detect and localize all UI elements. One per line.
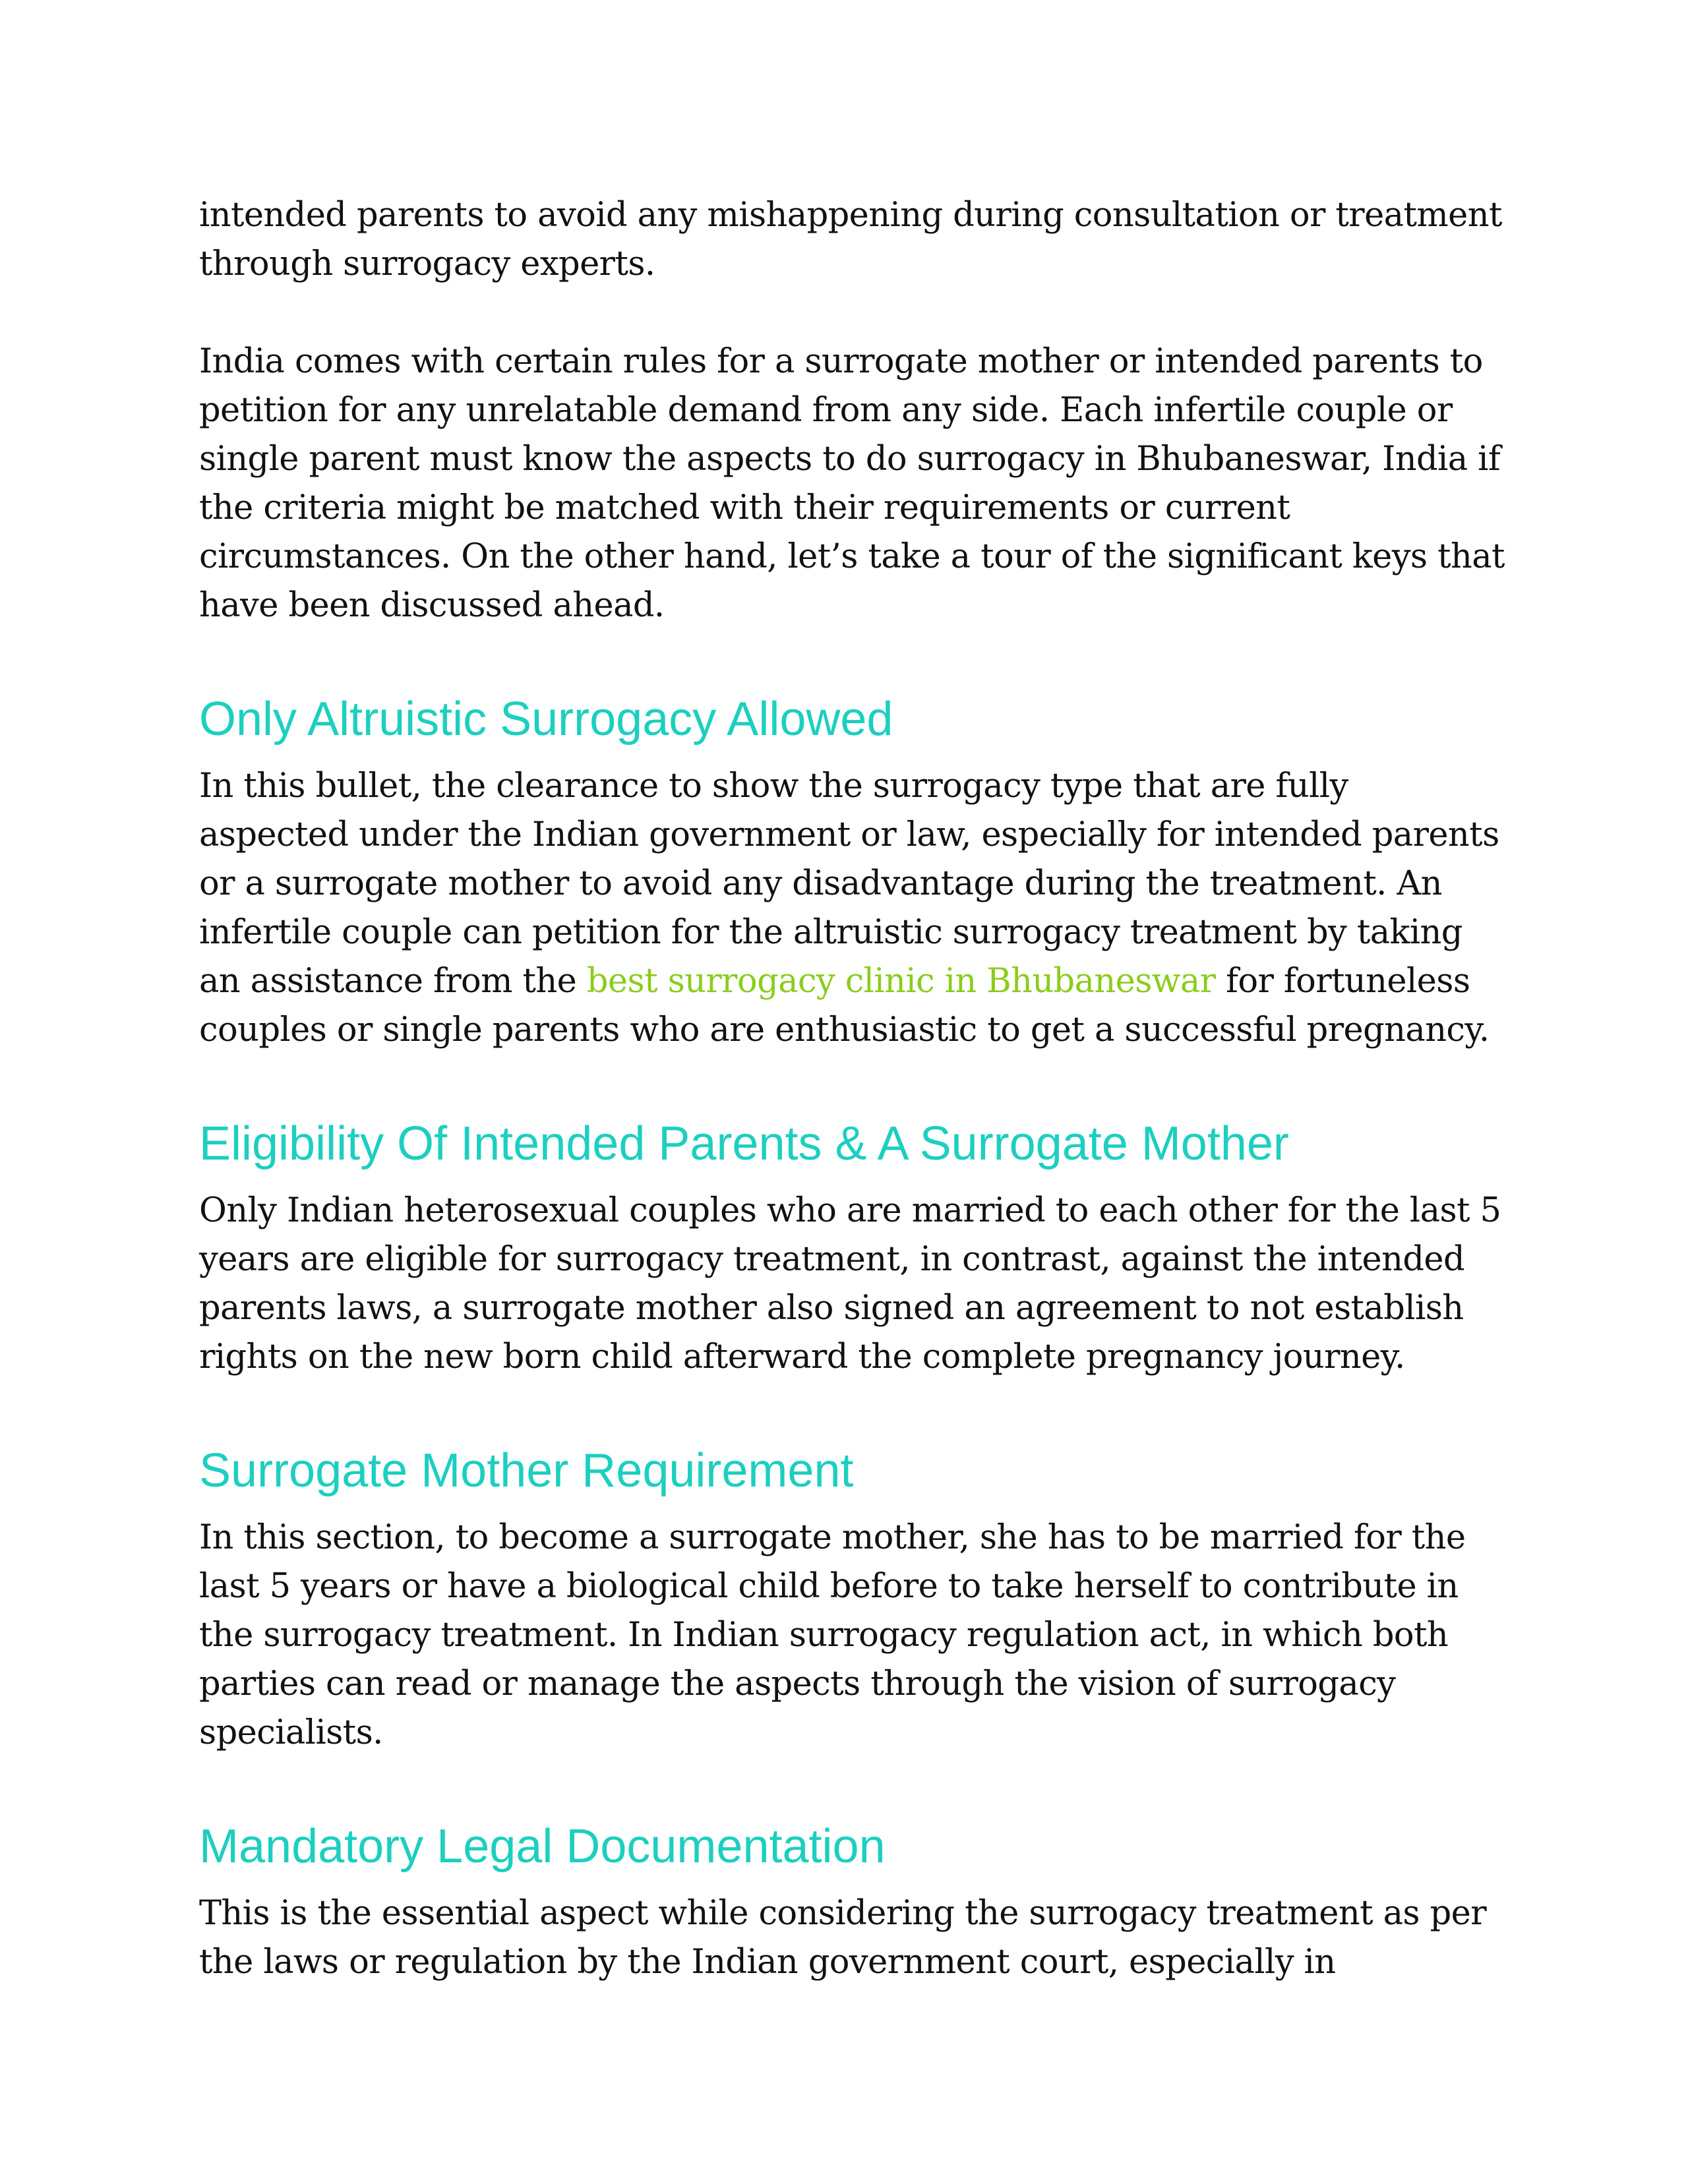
section-heading-eligibility: Eligibility Of Intended Parents & A Surrogate Mother bbox=[199, 1117, 1289, 1170]
paragraph-text: In this bullet, the clearance to show the surrogacy type that are fully aspected under the Indian government or law, especially for intended parents or a surrogate mother to avoid any disadvantage during the treatment. An infertile couple can petition for the altruistic surrogacy treatment by taking an assistance from the bbox=[199, 767, 1499, 1001]
paragraph-text: for fortuneless couples or single parents who are enthusiastic to get a successful pregnancy. bbox=[199, 962, 1490, 1049]
section-paragraph-surrogate-requirement: In this section, to become a surrogate mother, she has to be married for the last 5 years or have a biological child before to take herself to contribute in the surrogacy treatment. In Indian surrogacy regulation act, in which both parties can read or manage the aspects through the vision of surrogacy specialists. bbox=[199, 1518, 1466, 1752]
intro-paragraph-1: intended parents to avoid any mishappening during consultation or treatment through surrogacy experts. bbox=[199, 196, 1502, 283]
section-heading-legal-documentation: Mandatory Legal Documentation bbox=[199, 1820, 886, 1873]
section-heading-altruistic: Only Altruistic Surrogacy Allowed bbox=[199, 693, 893, 746]
section-heading-surrogate-requirement: Surrogate Mother Requirement bbox=[199, 1444, 854, 1497]
section-paragraph-eligibility: Only Indian heterosexual couples who are married to each other for the last 5 years are eligible for surrogacy treatment, in contrast, against the intended parents laws, a surrogate mother also signed an agreement to not establish rights on the new born child afterward the complete pregnancy journey. bbox=[199, 1191, 1501, 1376]
document-page bbox=[199, 191, 1505, 1987]
section-paragraph-altruistic bbox=[199, 762, 1505, 1055]
intro-paragraph-2: India comes with certain rules for a surrogate mother or intended parents to petition for any unrelatable demand from any side. Each infertile couple or single parent must know the aspects to do surrogacy in Bhubaneswar, India if the criteria might be matched with their requirements or current circumstances. On the other hand, let’s take a tour of the significant keys that have been discussed ahead. bbox=[199, 342, 1505, 625]
section-paragraph-legal-documentation: This is the essential aspect while considering the surrogacy treatment as per the laws or regulation by the Indian government court, especially in bbox=[199, 1894, 1486, 1982]
clinic-link[interactable]: best surrogacy clinic in Bhubaneswar bbox=[586, 962, 1216, 1001]
